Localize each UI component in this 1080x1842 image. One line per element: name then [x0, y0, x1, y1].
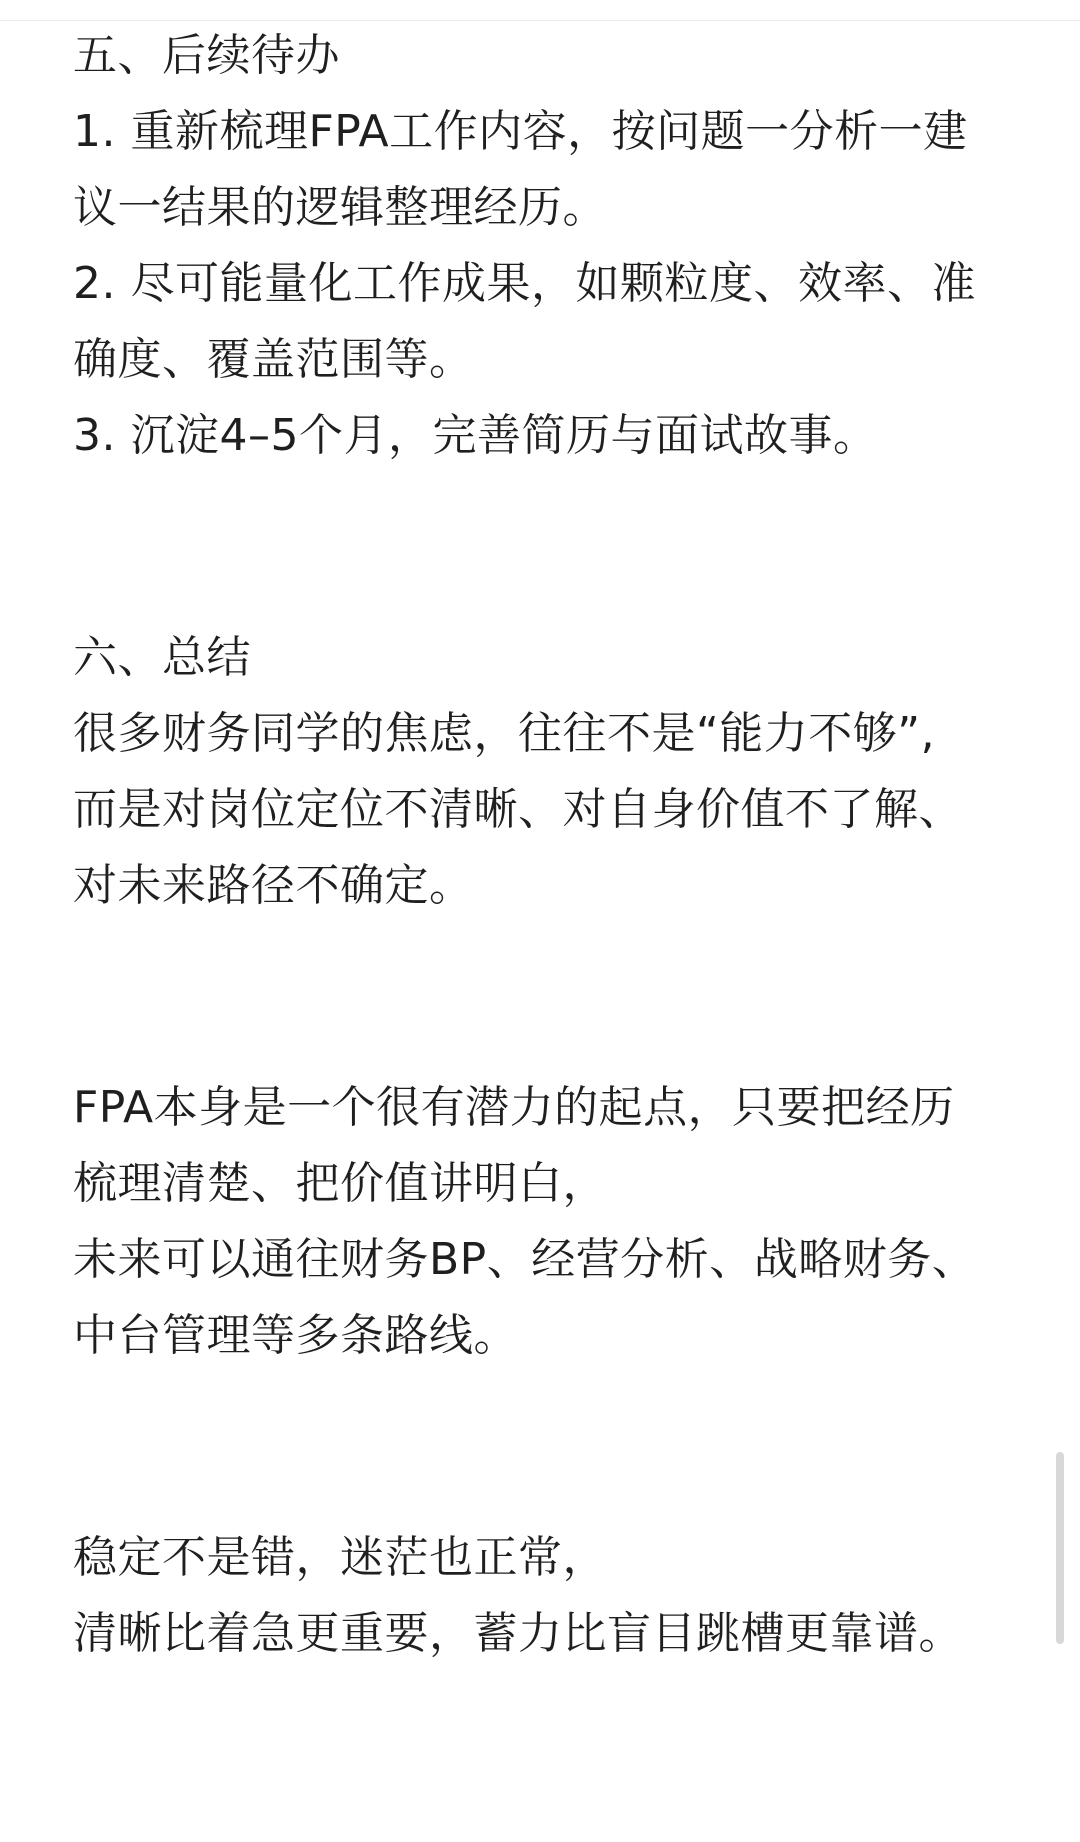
- spacer: [73, 1000, 983, 1070]
- spacer: [73, 1450, 983, 1520]
- todo-item-1: 1. 重新梳理FPA工作内容，按问题一分析一建议一结果的逻辑整理经历。: [73, 106, 968, 233]
- summary-paragraph-1: 很多财务同学的焦虑，往往不是“能力不够”,: [73, 708, 936, 759]
- todo-item-3: 3. 沉淀4–5个月，完善简历与面试故事。: [73, 410, 878, 461]
- spacer: [73, 924, 983, 1000]
- summary-paragraph-4: 未来可以通往财务BP、经营分析、战略财务、中台管理等多条路线。: [73, 1234, 977, 1361]
- spacer: [73, 1374, 983, 1450]
- summary-paragraph-2: 而是对岗位定位不清晰、对自身价值不了解、对未来路径不确定。: [73, 784, 963, 911]
- summary-paragraph-3: FPA本身是一个很有潜力的起点，只要把经历梳理清楚、把价值讲明白，: [73, 1082, 955, 1209]
- scrollbar-thumb[interactable]: [1056, 1452, 1064, 1644]
- spacer: [73, 474, 983, 550]
- todo-item-2: 2. 尽可能量化工作成果，如颗粒度、效率、准确度、覆盖范围等。: [73, 258, 976, 385]
- section-heading-todo: 五、后续待办: [73, 30, 340, 81]
- summary-paragraph-5: 稳定不是错，迷茫也正常，: [73, 1532, 607, 1583]
- spacer: [73, 550, 983, 620]
- summary-paragraph-6: 清晰比着急更重要，蓄力比盲目跳槽更靠谱。: [73, 1608, 963, 1659]
- article-content: [73, 18, 983, 1672]
- section-heading-summary: 六、总结: [73, 632, 251, 683]
